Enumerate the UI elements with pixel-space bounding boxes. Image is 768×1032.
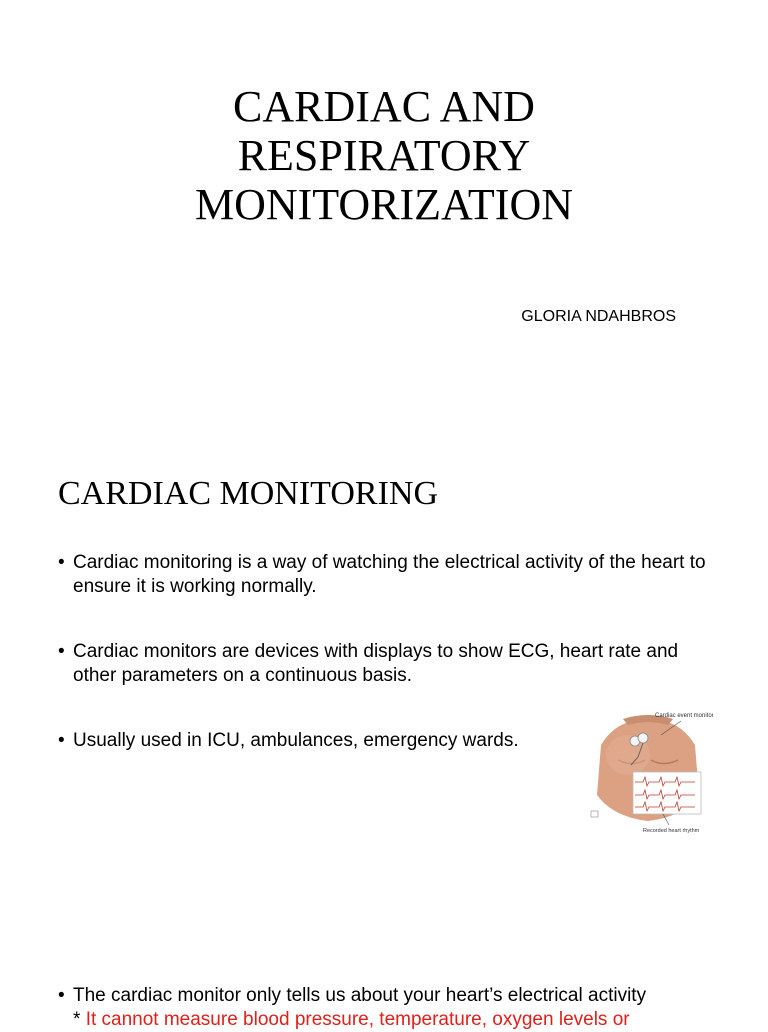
bullet-text: Cardiac monitors are devices with displays to show ECG, heart rate and other parameters on a continuous basis.: [73, 641, 679, 686]
note-prefix: *: [73, 1009, 86, 1030]
bullet-text: The cardiac monitor only tells us about your heart’s electrical activity: [73, 985, 647, 1006]
bullet-item-2: [58, 640, 708, 688]
bullet-item-4: [58, 984, 738, 1032]
note-warning-text: It cannot measure blood pressure, temperature, oxygen levels or: [85, 1009, 630, 1030]
image-label-top: Cardiac event monitor: [655, 713, 713, 719]
cardiac-monitor-image: [583, 705, 713, 840]
slide-title: [0, 82, 768, 229]
bullet-item-1: [58, 551, 708, 599]
bullet-text: Cardiac monitoring is a way of watching the electrical activity of the heart to ensure it is working normally.: [73, 552, 706, 597]
section-title: CARDIAC MONITORING: [58, 475, 438, 512]
bullet-text: Usually used in ICU, ambulances, emergency wards.: [73, 730, 519, 751]
content-slide: [0, 430, 768, 1030]
title-slide: [0, 0, 768, 430]
bullet-item-3: [58, 729, 578, 753]
bullet-dot: •: [58, 641, 65, 662]
sub-note: [58, 1008, 738, 1032]
bullet-dot: •: [58, 985, 65, 1006]
author-name: GLORIA NDAHBROS: [521, 308, 676, 325]
title-line-3: MONITORIZATION: [194, 180, 574, 229]
title-line-1: CARDIAC AND: [233, 82, 535, 131]
image-label-bottom: Recorded heart rhythm: [643, 828, 700, 834]
title-line-2: RESPIRATORY: [237, 131, 531, 180]
cardiac-event-monitor-illustration-icon: [583, 705, 713, 840]
bullet-dot: •: [58, 730, 65, 751]
bullet-dot: •: [58, 552, 65, 573]
